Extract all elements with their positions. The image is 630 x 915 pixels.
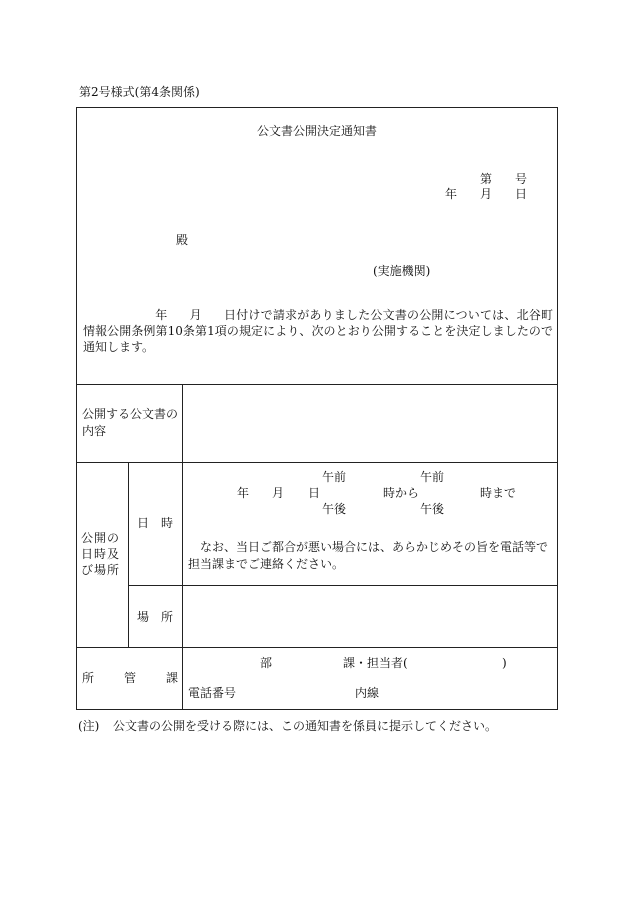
label-column-divider — [182, 384, 183, 709]
body-year: 年 — [155, 308, 168, 322]
dept-bu: 部 — [260, 656, 273, 670]
recipient-suffix: 殿 — [176, 233, 189, 247]
rule-after-place — [76, 647, 558, 648]
datetime-pm-1: 午後 — [322, 502, 347, 516]
datetime-until: 時まで — [480, 486, 517, 500]
place-time-label: 公開の日時及び場所 — [81, 531, 121, 577]
document-title: 公文書公開決定通知書 — [257, 124, 378, 138]
doc-date-year: 年 — [445, 187, 458, 201]
doc-date-month: 月 — [480, 187, 493, 201]
datetime-day: 日 — [308, 486, 321, 500]
form-number: 第2号様式(第4条関係) — [79, 85, 200, 99]
datetime-label: 日 時 — [137, 516, 174, 530]
content-label: 公開する公文書の内容 — [82, 407, 179, 438]
extension-label: 内線 — [355, 686, 380, 700]
notice-body — [83, 307, 553, 355]
datetime-note: なお、当日ご都合が悪い場合には、あらかじめその旨を電話等で担当課までご連絡ください。 — [188, 540, 549, 571]
issuer-label: (実施機関) — [373, 264, 431, 278]
doc-number-go: 号 — [515, 172, 528, 186]
datetime-am-2: 午前 — [420, 470, 445, 484]
rule-after-notice — [76, 384, 558, 385]
body-month: 月 — [189, 308, 202, 322]
dept-close-paren: ) — [502, 656, 507, 670]
footnote-mark: (注) — [78, 719, 100, 733]
rule-after-datetime — [128, 585, 558, 586]
datetime-am-1: 午前 — [322, 470, 347, 484]
datetime-month: 月 — [272, 486, 285, 500]
datetime-pm-2: 午後 — [420, 502, 445, 516]
datetime-from: 時から — [383, 486, 420, 500]
place-label: 場 所 — [137, 610, 174, 624]
datetime-year: 年 — [237, 486, 250, 500]
section-column-divider — [128, 462, 129, 647]
doc-date-day: 日 — [515, 187, 528, 201]
department-label: 所 管 課 — [82, 671, 178, 685]
rule-after-content — [76, 462, 558, 463]
dept-ka-tantousha: 課・担当者( — [343, 656, 408, 670]
phone-label: 電話番号 — [188, 686, 237, 700]
doc-number-dai: 第 — [480, 172, 493, 186]
footnote-text: 公文書の公開を受ける際には、この通知書を係員に提示してください。 — [113, 719, 498, 733]
body-text: 日付けで請求がありました公文書の公開については、北谷町情報公開条例第10条第1項の規定により、次のとおり公開することを決定しましたので通知します。 — [83, 308, 553, 354]
